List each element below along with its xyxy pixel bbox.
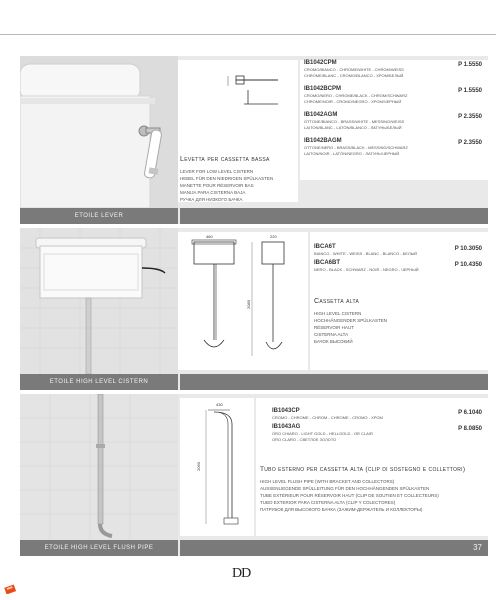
subtitle-en: HIGH LEVEL CISTERN — [314, 311, 362, 316]
corner-tag-icon — [4, 584, 16, 594]
subtitle-fr: TUBE EXTÉRIEUR POUR RÉSERVOIR HAUT (CLIP DE SOUTIEN ET COLLECTEURS) — [260, 493, 439, 498]
subtitle-fr: RÉSERVOIR HAUT — [314, 325, 354, 330]
subtitle-en: HIGH LEVEL FLUSH PIPE (WITH BRACKET AND COLLECTORS) — [260, 479, 395, 484]
flush-pipe-diagram-panel — [180, 398, 254, 536]
subtitle-de: HOCHHÄNGENDER SPÜLKASTEN — [314, 318, 388, 323]
product-row — [272, 424, 472, 444]
photo-caption: ETOILE HIGH LEVEL CISTERN — [20, 374, 178, 390]
page-number: 37 — [473, 543, 482, 552]
lever-diagram-panel — [178, 60, 298, 202]
product-desc: CROMO - CHROME - CHROM - CHROME - CROMO - ХРОМ — [272, 414, 383, 420]
product-price: P 1.5550 — [458, 62, 482, 68]
product-desc: CHROME/BLANC - CROMO/BLANCO - ХРОМ/БЕЛЫЙ — [304, 73, 404, 78]
cistern-photo — [20, 228, 178, 374]
top-rule — [0, 34, 496, 35]
product-code: IB1042CPM — [304, 60, 337, 66]
cistern-technical-drawing — [178, 232, 308, 370]
brand-logo: DD — [232, 566, 251, 581]
product-desc: LAITON/BLANC - LATÓN/BLANCO - ЛАТУНЬ/БЕЛЫЙ — [304, 125, 402, 130]
section-footer-bar — [180, 374, 488, 390]
lever-price-panel — [300, 60, 488, 180]
cistern-price-panel — [310, 232, 488, 370]
subtitle-de: HEBEL FÜR DEN NIEDRIGEN SPÜLKASTEN — [180, 176, 274, 181]
product-desc: CROMO/NERO - CHROME/BLACK - CHROM/SCHWARZ — [304, 92, 408, 98]
section-title: Levetta per cassetta bassa — [180, 156, 270, 163]
product-desc: BIANCO - WHITE - WEISS - BLANC - BLANCO - БЕЛЫЙ — [314, 250, 418, 256]
product-desc: LAITON/NOIR - LATÓN/NEGRO - ЛАТУНЬ/ЧЕРНЫЙ — [304, 151, 400, 156]
cistern-diagram-panel — [178, 232, 308, 370]
photo-caption: ETOILE LEVER — [20, 208, 178, 224]
subtitle-de: AUSSENLIEGENDE SPÜLLEITUNG FÜR DEN HOCHHÄNGENDEN SPÜLKASTEN — [260, 486, 430, 491]
subtitle-es: CISTERNA ALTA — [314, 332, 349, 337]
section-footer-bar — [180, 540, 488, 556]
subtitle-es: MANIJA PARA CISTERNA BAJA — [180, 190, 246, 195]
dim-height: 2080 — [245, 300, 251, 309]
subtitle-ru: ПАТРУБОК ДЛЯ ВЫСОКОГО БАЧКА (ЗАЖИМ-ДЕРЖАТЕЛЬ И КОЛЛЕКТОРЫ) — [260, 507, 423, 512]
product-code: IB1042BAGM — [304, 138, 342, 144]
flush-pipe-technical-drawing — [180, 398, 254, 536]
section-title: Tubo esterno per cassetta alta (clip di sostegno e collettori) — [260, 466, 466, 473]
product-desc: OTTONE/NERO - BRASS/BLACK - MESSING/SCHWARZ — [304, 144, 408, 150]
product-price: P 10.4350 — [454, 262, 482, 268]
product-code: IB1043AG — [272, 424, 301, 430]
section-footer-bar — [180, 208, 488, 224]
dim-width: 460 — [206, 234, 213, 239]
section-etoile-lever — [20, 56, 488, 224]
product-code: IBCA6BT — [314, 260, 341, 266]
product-desc: OTTONE/BIANCO - BRASS/WHITE - MESSING/WEISS — [304, 118, 405, 124]
dim-height: 2060 — [195, 462, 201, 471]
product-code: IB1042AGM — [304, 112, 338, 118]
product-desc: NERO - BLACK - SCHWARZ - NOIR - NEGRO - ЧЕРНЫЙ — [314, 266, 419, 272]
section-subtitles — [314, 310, 484, 345]
subtitle-ru: БАЧОК ВЫСОКИЙ — [314, 339, 353, 344]
subtitle-es: TUBO EXTERIOR PARA CISTERNA ALTA (CLIP Y COLECTORES) — [260, 500, 396, 505]
product-code: IB1043CP — [272, 408, 300, 414]
product-desc: ORO CLARO - СВЕТЛОЕ ЗОЛОТО — [272, 437, 337, 442]
product-price: P 8.0850 — [458, 426, 482, 432]
product-price: P 6.1040 — [458, 410, 482, 416]
section-etoile-flush-pipe — [20, 394, 488, 556]
product-row — [272, 408, 472, 421]
product-code: IBCA6T — [314, 244, 336, 250]
flush-pipe-image — [20, 394, 178, 540]
section-subtitles — [260, 478, 486, 513]
product-desc: ORO CHIARO - LIGHT GOLD - HELLGOLD - OR CLAIR — [272, 430, 373, 436]
product-row — [304, 86, 484, 106]
subtitle-fr: MANETTE POUR RÉSERVOIR BAS — [180, 183, 254, 188]
lever-technical-drawing — [178, 60, 298, 120]
product-price: P 2.3550 — [458, 140, 482, 146]
section-etoile-high-level-cistern — [20, 228, 488, 390]
flush-pipe-price-panel — [256, 398, 488, 536]
product-price: P 2.3550 — [458, 114, 482, 120]
section-title: Cassetta alta — [314, 298, 360, 305]
product-code: IB1042BCPM — [304, 86, 342, 92]
product-price: P 10.3050 — [454, 246, 482, 252]
lever-photo — [20, 56, 178, 208]
dim-depth: 220 — [270, 234, 277, 239]
photo-caption: ETOILE HIGH LEVEL FLUSH PIPE — [20, 540, 178, 556]
product-desc: CHROME/NOIR - CROMO/NEGRO - ХРОМ/ЧЕРНЫЙ — [304, 99, 402, 104]
subtitle-en: LEVER FOR LOW LEVEL CISTERN — [180, 169, 254, 174]
subtitle-ru: РУЧКА ДЛЯ НИЗКОГО БАЧКА — [180, 197, 243, 202]
flush-pipe-photo — [20, 394, 178, 540]
product-desc: CROMO/BIANCO - CHROME/WHITE - CHROM/WEISS — [304, 66, 404, 72]
product-price: P 1.5550 — [458, 88, 482, 94]
section-subtitles — [180, 168, 298, 203]
lever-cistern-image — [20, 56, 178, 208]
high-level-cistern-image — [20, 228, 178, 374]
product-row — [304, 112, 484, 132]
product-row — [304, 138, 484, 158]
product-row — [304, 60, 484, 80]
dim-top: 430 — [216, 402, 223, 407]
